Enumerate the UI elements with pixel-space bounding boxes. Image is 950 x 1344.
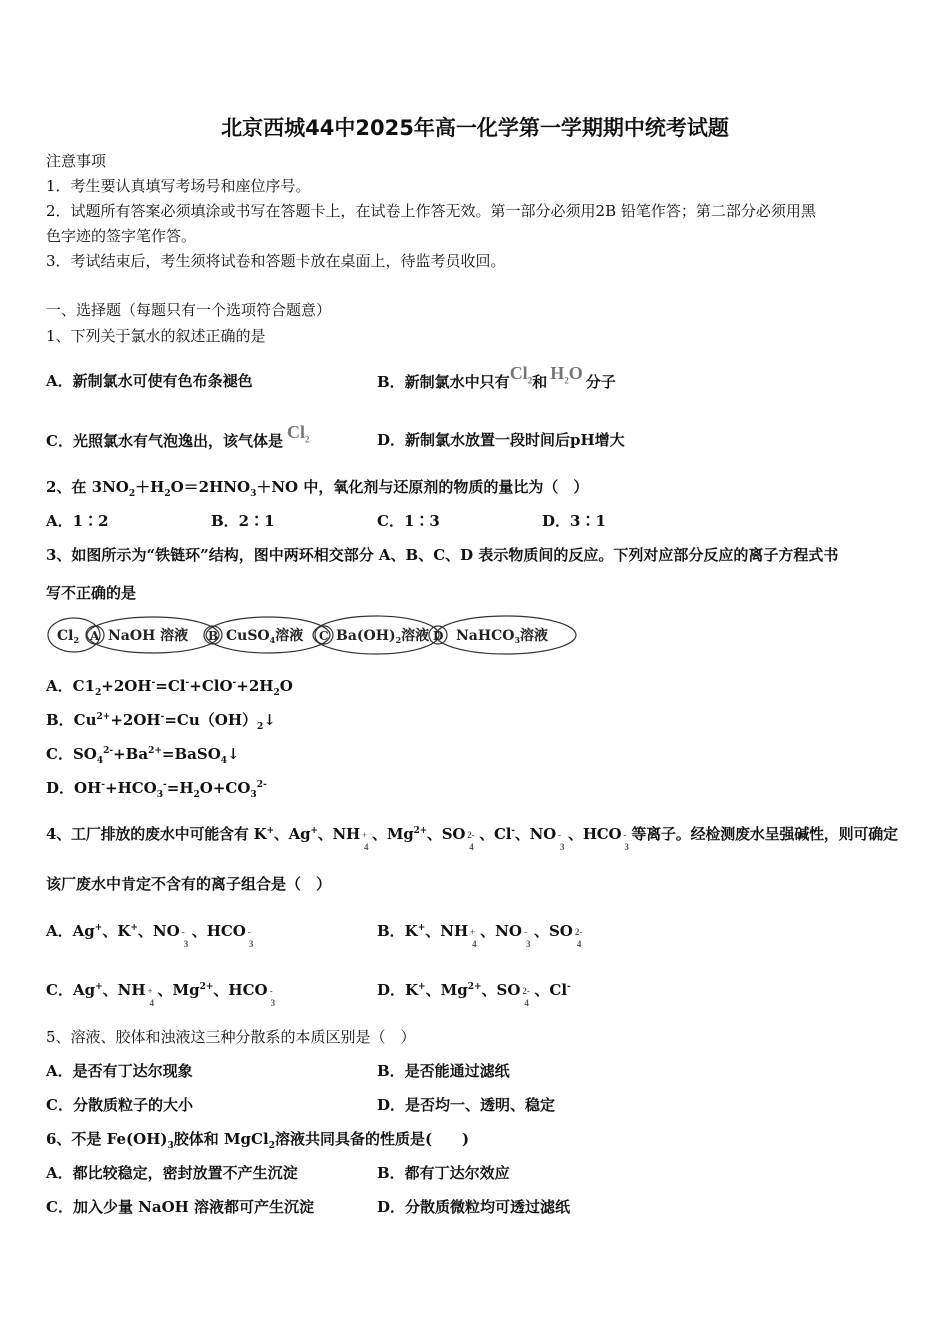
q4a-2: 、K	[102, 922, 131, 940]
label-b: B	[208, 629, 219, 643]
q4a-k-sup: +	[130, 923, 138, 933]
q3d-s4b: 2-	[256, 780, 267, 790]
q3c-2: +Ba	[113, 745, 149, 763]
q3-option-a	[46, 676, 293, 696]
q4a-no-sub: 3	[183, 939, 189, 949]
q4b-4: 、SO	[533, 922, 573, 940]
q6-option-d: D．分散质微粒均可透过滤纸	[377, 1198, 571, 1216]
q1-option-d: D．新制氯水放置一段时间后pH增大	[377, 431, 625, 449]
q3a-4: +ClO	[189, 677, 233, 695]
q4-no-sup: -	[558, 830, 561, 840]
q1-c-text: C．光照氯水有气泡逸出，该气体是	[46, 432, 283, 450]
q4b-no-sub: 3	[525, 939, 531, 949]
q4b-so-sup: 2-	[574, 927, 583, 937]
q3b-s3: 2	[257, 722, 264, 732]
q3b-3: =Cu（OH）	[164, 711, 257, 729]
q3d-s2b: -	[163, 780, 167, 790]
q3d-1: D．OH	[46, 779, 102, 797]
q4-k-sup: +	[266, 826, 274, 836]
label-cuso4	[226, 627, 303, 645]
q3a-5: +2H	[236, 677, 274, 695]
q4d-1: D．K	[377, 981, 419, 999]
q1-c-cl2	[286, 422, 310, 445]
label-d: D	[433, 629, 444, 643]
q4-hco-sup: -	[623, 830, 627, 840]
section-heading: 一、选择题（每题只有一个选项符合题意）	[46, 301, 332, 319]
label-cl2	[57, 628, 79, 645]
q3a-s2: -	[151, 678, 156, 688]
q4-stem-line1	[46, 824, 898, 852]
label-naoh: NaOH 溶液	[108, 628, 189, 644]
q4b-1: B．K	[377, 922, 418, 940]
q3d-4: O+CO	[199, 779, 251, 797]
q3b-2: +2OH	[110, 711, 161, 729]
q1-b-h: H	[550, 363, 565, 383]
q1-b-h2o	[550, 363, 583, 386]
q1-b-cl: Cl	[509, 363, 528, 383]
q3d-3: =H	[166, 779, 194, 797]
q4-nh-sup: +	[362, 830, 367, 840]
chain-nahco-b: 溶液	[520, 628, 549, 644]
chain-cuso-sub: 4	[269, 635, 276, 645]
q4-a: 4、工厂排放的废水中可能含有 K	[46, 825, 267, 843]
q4a-ag-sup: +	[94, 923, 103, 933]
notice-item-2-cont: 色字迹的签字笔作答。	[46, 227, 197, 245]
q2-stem-b: ＋H	[135, 478, 165, 496]
q6-a: 6、不是 Fe(OH)	[46, 1130, 168, 1148]
q5-option-b: B．是否能通过滤纸	[377, 1062, 510, 1080]
q3c-s3: 4	[220, 756, 228, 766]
q3b-s2: -	[160, 712, 165, 722]
label-baoh2	[336, 627, 429, 645]
q4-ag-sup: +	[310, 826, 318, 836]
notice-item-2: 2．试题所有答案必须填涂或书写在答题卡上，在试卷上作答无效。第一部分必须用2B 铅笔作答；第二部分必须用黑	[46, 202, 816, 220]
q3a-s1: 2	[95, 688, 102, 698]
q6-stem	[46, 1129, 469, 1149]
q6-option-b: B．都有丁达尔效应	[377, 1164, 510, 1182]
iron-chain-diagram	[46, 614, 580, 656]
q4a-3: 、NO	[137, 922, 180, 940]
q3b-s1: 2+	[96, 712, 111, 722]
q6-b: 胶体和 MgCl	[173, 1130, 269, 1148]
q3b-1: B．Cu	[46, 711, 97, 729]
q4-mg-sup: 2+	[413, 826, 427, 836]
q2-stem	[46, 477, 588, 497]
q1-c-cl-sub: 2	[304, 434, 310, 445]
q1-option-c	[46, 422, 310, 451]
chain-baoh-sub: 2	[395, 635, 402, 645]
q4c-2: 、NH	[102, 981, 146, 999]
notice-item-3: 3．考试结束后，考生须将试卷和答题卡放在桌面上，待监考员收回。	[46, 252, 506, 270]
q5-option-a: A．是否有丁达尔现象	[46, 1062, 193, 1080]
q1-option-b	[377, 363, 616, 392]
q1-c-cl: Cl	[286, 422, 305, 442]
q5-option-d: D．是否均一、透明、稳定	[377, 1096, 556, 1114]
q3c-s1b: 2-	[103, 746, 114, 756]
q3a-3: =Cl	[155, 677, 186, 695]
q3d-s2: 3	[156, 790, 164, 800]
q2-stem-d: ＋NO 中，氧化剂与还原剂的物质的量比为（ ）	[256, 478, 589, 496]
q3c-4: ↓	[227, 745, 240, 763]
q4a-hco-sub: 3	[248, 939, 254, 949]
q4d-3: 、SO	[481, 981, 521, 999]
q3-option-d	[46, 778, 267, 798]
q3a-s3: -	[185, 678, 190, 688]
q3-stem-line1: 3、如图所示为“铁链环”结构，图中两环相交部分 A、B、C、D 表示物质间的反应。下列对应部分反应的离子方程式书	[46, 546, 839, 564]
q3-stem-line2: 写不正确的是	[46, 584, 137, 602]
q4d-mg-sup: 2+	[467, 982, 482, 992]
q3d-s3: 2	[193, 790, 200, 800]
q3d-2: +HCO	[105, 779, 157, 797]
q3a-1: A．C1	[46, 677, 96, 695]
q2-sub3: 3	[250, 489, 257, 499]
q6-c: 溶液共同具备的性质是( )	[274, 1130, 470, 1148]
q4c-mg-sup: 2+	[199, 982, 214, 992]
q4d-so-sub: 4	[524, 998, 529, 1008]
q4c-3: 、Mg	[157, 981, 200, 999]
q4d-so-sup: 2-	[522, 986, 530, 996]
chain-cl: Cl	[57, 628, 74, 644]
q3a-s5: 2	[273, 688, 280, 698]
q4-so: 、SO	[426, 825, 466, 843]
q5-stem: 5、溶液、胶体和浊液这三种分散系的本质区别是（ ）	[46, 1028, 416, 1046]
q4b-2: 、NH	[425, 922, 469, 940]
q2-stem-a: 2、在 3NO	[46, 478, 129, 496]
q3c-s1: 4	[96, 756, 104, 766]
q4-option-d	[377, 980, 571, 1008]
q3d-s1: -	[101, 780, 105, 790]
q4-ag: 、Ag	[273, 825, 311, 843]
q4-nh-sub: 4	[364, 842, 369, 852]
notice-item-1: 1．考生要认真填写考场号和座位序号。	[46, 177, 311, 195]
q4-cl-sup: -	[511, 826, 515, 836]
q6-s1: 3	[167, 1141, 174, 1151]
q4-so-sub: 4	[469, 842, 474, 852]
q4-hco: 、HCO	[568, 825, 622, 843]
label-c: C	[319, 629, 329, 643]
q3-option-b	[46, 710, 276, 730]
q1-b-o: O	[568, 363, 583, 383]
chain-baoh-b: 溶液	[401, 628, 430, 644]
q4b-nh-sub: 4	[472, 939, 477, 949]
q1-b-text: B．新制氯水中只有	[377, 373, 510, 391]
q4d-cl-sup: -	[567, 982, 571, 992]
chain-nahco-sub: 3	[514, 635, 521, 645]
q3c-s2: 2+	[148, 746, 162, 756]
q6-option-a: A．都比较稳定，密封放置不产生沉淀	[46, 1164, 298, 1182]
chain-cuso-b: 溶液	[275, 628, 304, 644]
q2-option-d: D．3∶1	[542, 512, 606, 530]
q3a-6: O	[279, 677, 293, 695]
q4b-k-sup: +	[417, 923, 426, 933]
q4c-nh-sub: 4	[149, 998, 155, 1008]
q4-no-sub: 3	[560, 842, 565, 852]
q2-option-a: A．1∶2	[46, 512, 109, 530]
q4c-hco-sub: 3	[270, 998, 276, 1008]
q4c-ag-sup: +	[95, 982, 103, 992]
q4-so-sup: 2-	[467, 830, 475, 840]
q4b-nh-sup: +	[470, 927, 476, 937]
q4-hco-sub: 3	[624, 842, 629, 852]
q1-b-cl-sub: 2	[527, 375, 533, 386]
q6-option-c: C．加入少量 NaOH 溶液都可产生沉淀	[46, 1198, 315, 1216]
page-title: 北京西城44中2025年高一化学第一学期期中统考试题	[221, 116, 729, 140]
q2-sub1: 2	[128, 489, 136, 499]
q4d-2: 、Mg	[425, 981, 468, 999]
q4a-4: 、HCO	[191, 922, 246, 940]
q3-option-c	[46, 744, 240, 764]
q4-b: 等离子。经检测废水呈强碱性，则可确定	[631, 825, 898, 843]
q4d-k-sup: +	[418, 982, 426, 992]
q4a-no-sup: -	[181, 927, 185, 937]
q4b-no-sup: -	[523, 927, 527, 937]
q2-option-b: B．2∶1	[211, 512, 275, 530]
q5-option-c: C．分散质粒子的大小	[46, 1096, 193, 1114]
q3a-s4: -	[232, 678, 237, 688]
q1-b-h-sub: 2	[564, 375, 569, 386]
q6-s2: 2	[268, 1141, 275, 1151]
q3c-1: C．SO	[46, 745, 97, 763]
q4b-so-sub: 4	[576, 939, 582, 949]
q4a-1: A．Ag	[46, 922, 95, 940]
q2-sub2: 2	[164, 489, 171, 499]
q4c-4: 、HCO	[213, 981, 268, 999]
q3d-s4: 3	[250, 790, 257, 800]
q3a-2: +2OH	[101, 677, 152, 695]
q3c-3: =BaSO	[161, 745, 221, 763]
q1-b-and: 和	[532, 373, 548, 391]
q4c-hco-sup: -	[269, 986, 273, 996]
q2-option-c: C．1∶3	[377, 512, 440, 530]
chain-baoh: Ba(OH)	[336, 628, 396, 644]
q2-stem-c: O＝2HNO	[170, 478, 251, 496]
q1-option-a: A．新制氯水可使有色布条褪色	[46, 372, 253, 390]
q1-stem: 1、下列关于氯水的叙述正确的是	[46, 327, 266, 345]
notice-heading: 注意事项	[46, 152, 107, 170]
label-a: A	[90, 629, 100, 643]
q4a-hco-sup: -	[247, 927, 251, 937]
chain-nahco: NaHCO	[456, 628, 515, 644]
q3b-4: ↓	[263, 711, 276, 729]
q4d-4: 、Cl	[534, 981, 568, 999]
label-nahco3	[456, 627, 548, 645]
chain-cl-sub: 2	[73, 635, 80, 645]
q4-option-c	[46, 980, 278, 1008]
q4c-nh-sup: +	[147, 986, 153, 996]
q4-option-a	[46, 921, 256, 949]
chain-cuso: CuSO	[226, 628, 270, 644]
q4-cl: 、Cl	[479, 825, 512, 843]
q4-no: 、NO	[514, 825, 557, 843]
q1-b-post: 分子	[585, 373, 616, 391]
q4-mg: 、Mg	[372, 825, 414, 843]
q4-stem-line2: 该厂废水中肯定不含有的离子组合是（ ）	[46, 875, 332, 893]
q1-b-cl2	[509, 363, 533, 386]
q4c-1: C．Ag	[46, 981, 96, 999]
q4-option-b	[377, 921, 587, 949]
q4-nh: 、NH	[317, 825, 361, 843]
q4b-3: 、NO	[480, 922, 522, 940]
